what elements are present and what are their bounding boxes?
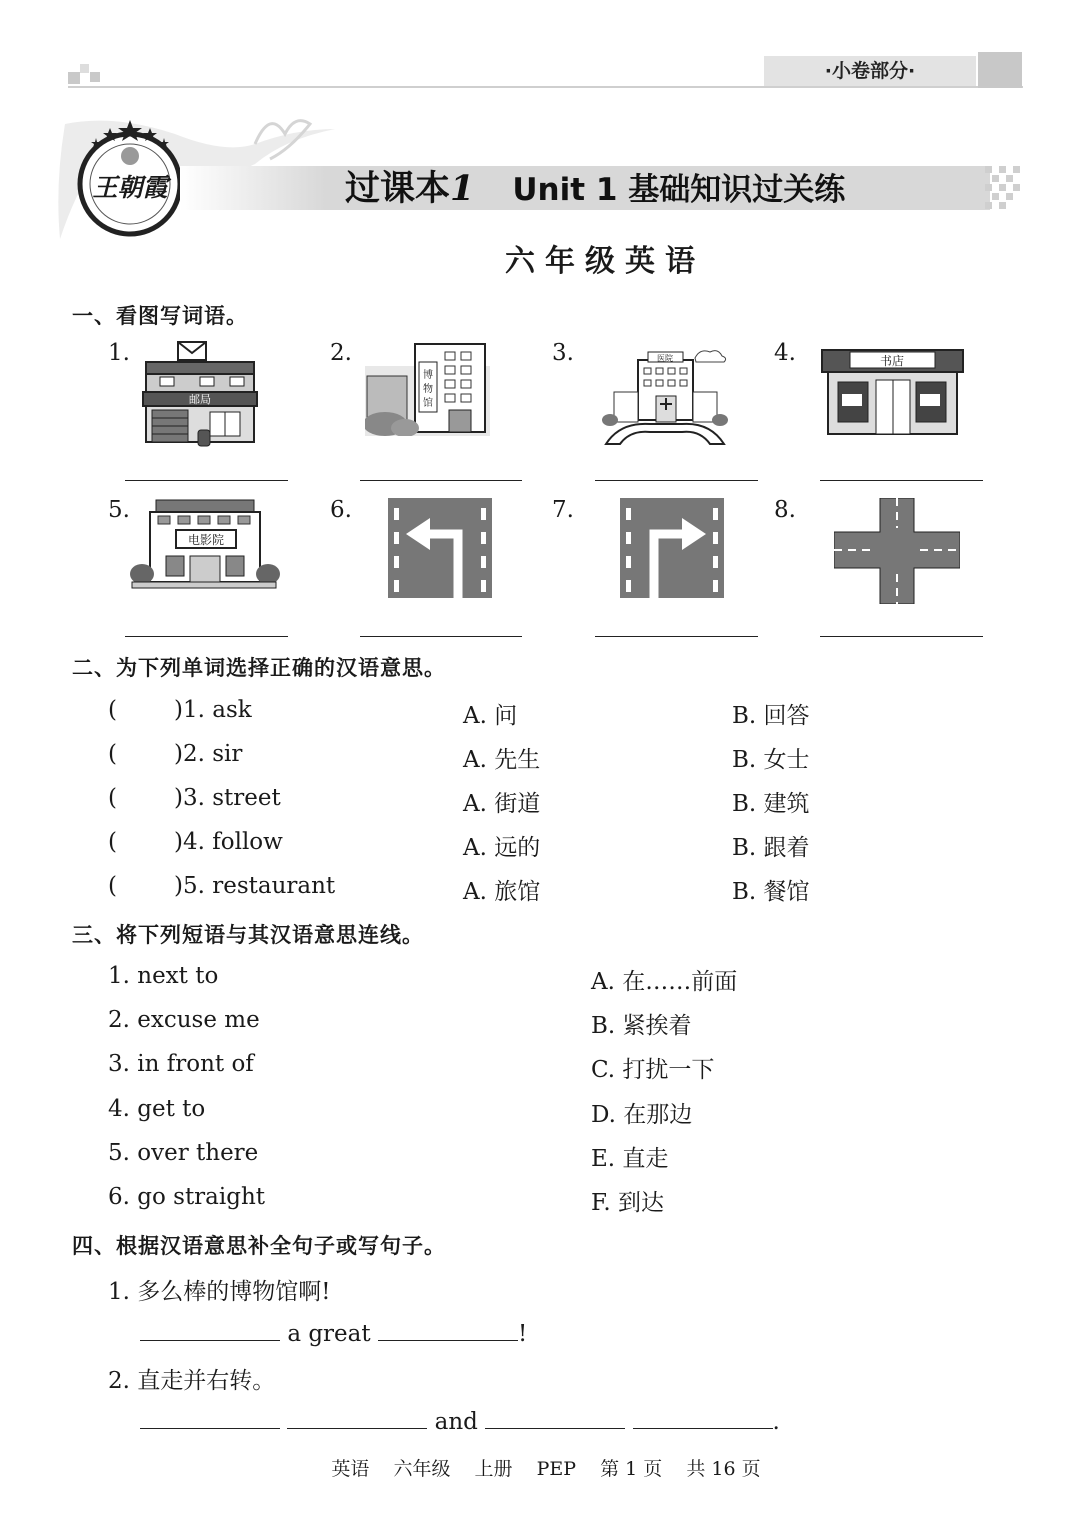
crossing-picture — [834, 498, 960, 604]
sentence-end: . — [772, 1409, 780, 1435]
item-number: 7. — [552, 497, 574, 523]
sentence-end: ! — [517, 1321, 528, 1347]
vocab-word: )3. street — [174, 785, 281, 811]
answer-blank[interactable] — [633, 1406, 773, 1429]
bookstore-sign: 书店 — [879, 354, 905, 368]
option-b: B. 回答 — [732, 703, 810, 729]
footer-page: 第 1 页 — [600, 1458, 663, 1480]
option-b: B. 女士 — [732, 747, 810, 773]
answer-line[interactable] — [595, 480, 758, 481]
meaning-right[interactable]: E. 直走 — [591, 1146, 669, 1172]
museum-picture — [365, 336, 490, 436]
vocab-word: )2. sir — [174, 741, 243, 767]
item-number: 3. — [552, 340, 574, 366]
phrase-left[interactable]: 3. in front of — [108, 1051, 254, 1077]
answer-line[interactable] — [820, 636, 983, 637]
question-prompt: 2. 直走并右转。 — [108, 1368, 276, 1394]
footer-grade: 六年级 — [393, 1458, 451, 1480]
option-a: A. 问 — [463, 703, 518, 729]
answer-blank[interactable] — [378, 1318, 518, 1341]
option-a: A. 街道 — [463, 791, 541, 817]
hospital-picture — [600, 340, 730, 448]
svg-text:物: 物 — [423, 384, 433, 395]
meaning-right[interactable]: A. 在……前面 — [591, 969, 738, 995]
item-number: 4. — [774, 340, 796, 366]
phrase-left[interactable]: 2. excuse me — [108, 1007, 260, 1033]
vocab-word: )1. ask — [174, 697, 252, 723]
option-a: A. 旅馆 — [463, 879, 541, 905]
footer-edition: PEP — [536, 1458, 577, 1480]
phrase-left[interactable]: 1. next to — [108, 963, 219, 989]
svg-text:博: 博 — [423, 370, 433, 381]
title-unit: Unit 1 基础知识过关练 — [512, 172, 846, 208]
fill-sentence — [140, 1406, 780, 1435]
part2-heading: 二、为下列单词选择正确的汉语意思。 — [72, 656, 446, 680]
answer-paren[interactable]: ( — [108, 829, 117, 855]
item-number: 8. — [774, 497, 796, 523]
option-a: A. 先生 — [463, 747, 541, 773]
fill-sentence — [140, 1318, 527, 1347]
answer-line[interactable] — [360, 480, 522, 481]
question-prompt: 1. 多么棒的博物馆啊! — [108, 1279, 331, 1305]
post-office-picture — [140, 336, 260, 448]
answer-blank[interactable] — [140, 1406, 280, 1429]
corner-square — [68, 72, 80, 84]
cinema-sign: 电影院 — [187, 533, 225, 547]
option-b: B. 餐馆 — [732, 879, 810, 905]
page-title — [345, 166, 845, 212]
phrase-left[interactable]: 4. get to — [108, 1096, 206, 1122]
corner-square — [90, 72, 100, 82]
page-footer — [0, 1454, 1092, 1481]
answer-line[interactable] — [595, 636, 758, 637]
answer-line[interactable] — [360, 636, 522, 637]
answer-paren[interactable]: ( — [108, 697, 117, 723]
answer-line[interactable] — [125, 636, 288, 637]
option-b: B. 跟着 — [732, 835, 810, 861]
answer-paren[interactable]: ( — [108, 785, 117, 811]
page-subtitle: 六年级英语 — [505, 244, 705, 279]
option-a: A. 远的 — [463, 835, 541, 861]
post-office-sign: 邮局 — [189, 393, 211, 406]
meaning-right[interactable]: F. 到达 — [591, 1190, 664, 1216]
header-rule — [68, 86, 1023, 88]
answer-line[interactable] — [125, 480, 288, 481]
meaning-right[interactable]: B. 紧挨着 — [591, 1013, 692, 1039]
corner-square — [80, 64, 89, 73]
item-number: 6. — [330, 497, 352, 523]
item-number: 2. — [330, 340, 352, 366]
svg-text:馆: 馆 — [423, 398, 433, 409]
answer-blank[interactable] — [140, 1318, 280, 1341]
sentence-text: a great — [287, 1321, 371, 1347]
title-prefix: 过课本 — [345, 169, 451, 209]
answer-paren[interactable]: ( — [108, 873, 117, 899]
banner-dots — [985, 166, 1025, 210]
footer-subject: 英语 — [331, 1458, 370, 1480]
vocab-word: )4. follow — [174, 829, 283, 855]
phrase-left[interactable]: 6. go straight — [108, 1184, 266, 1210]
item-number: 5. — [108, 497, 130, 523]
meaning-right[interactable]: C. 打扰一下 — [591, 1057, 715, 1083]
answer-line[interactable] — [820, 480, 983, 481]
footer-total: 共 16 页 — [686, 1458, 761, 1480]
part1-heading: 一、看图写词语。 — [72, 304, 248, 328]
turn-right-sign-picture — [620, 498, 724, 598]
item-number: 1. — [108, 340, 130, 366]
footer-volume: 上册 — [474, 1458, 513, 1480]
meaning-right[interactable]: D. 在那边 — [591, 1102, 693, 1128]
section-tag-block — [978, 52, 1022, 88]
phrase-left[interactable]: 5. over there — [108, 1140, 259, 1166]
part4-heading: 四、根据汉语意思补全句子或写句子。 — [72, 1234, 446, 1258]
option-b: B. 建筑 — [732, 791, 810, 817]
logo-text: 王朝霞 — [92, 173, 168, 202]
cinema-picture — [128, 498, 280, 592]
answer-blank[interactable] — [287, 1406, 427, 1429]
section-tag: ·小卷部分· — [764, 56, 976, 86]
sentence-text: and — [434, 1409, 478, 1435]
part3-heading: 三、将下列短语与其汉语意思连线。 — [72, 923, 424, 947]
answer-blank[interactable] — [485, 1406, 625, 1429]
turn-left-sign-picture — [388, 498, 492, 598]
vocab-word: )5. restaurant — [174, 873, 336, 899]
answer-paren[interactable]: ( — [108, 741, 117, 767]
bookstore-picture — [820, 346, 965, 438]
svg-text:医院: 医院 — [657, 354, 673, 363]
title-number: 1 — [450, 168, 475, 209]
